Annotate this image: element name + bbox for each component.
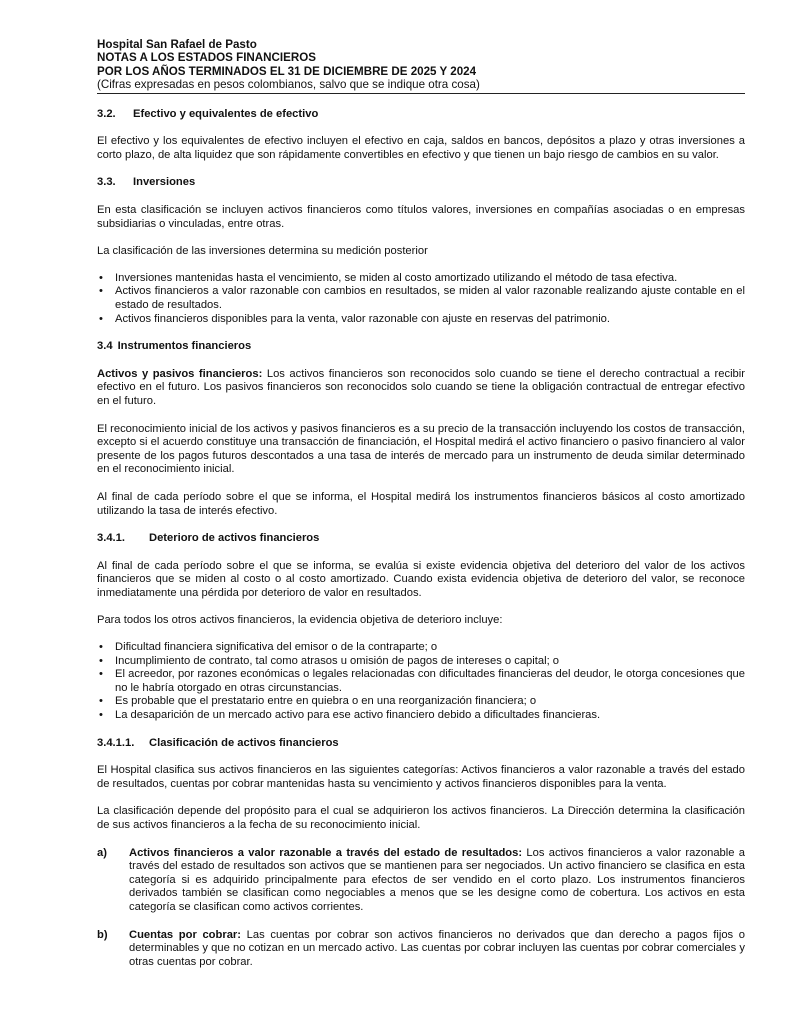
- item-text: Las cuentas por cobrar son activos financieros no derivados que dan derecho a pagos fijos o determinables y que no cotizan en un mercado activo. Las cuentas por cobrar incluyen las cuentas por cobrar comerciales y otras cuentas por cobrar.: [129, 928, 746, 968]
- section-3-4-1-paragraph-1: Al final de cada período sobre el que se informa, se evalúa si existe evidencia objetiva del deterioro del valor de los activos financieros que se miden al costo o al costo amortizado. Cuando exista evidencia objetiva de deterioro del valor, se reconoce inmediatamente una pérdida por deterioro de valor en resultados.: [97, 559, 745, 599]
- list-item: • El acreedor, por razones económicas o legales relacionadas con dificultades financieras del deudor, le otorga concesiones que no le habría otorgado en otras circunstancias.: [97, 668, 745, 695]
- document-header: [97, 38, 745, 94]
- section-3-4-paragraph-1: [97, 368, 745, 409]
- section-title: Efectivo y equivalentes de efectivo: [133, 107, 319, 120]
- investment-classification-list: [97, 272, 745, 326]
- list-item: • Inversiones mantenidas hasta el vencimiento, se miden al costo amortizado utilizando el método de tasa efectiva.: [97, 272, 745, 286]
- section-number: 3.3.: [97, 176, 116, 189]
- item-letter: a): [97, 846, 107, 859]
- section-3-2-heading: [97, 108, 745, 122]
- section-title: Instrumentos financieros: [117, 340, 252, 353]
- section-title: Clasificación de activos financieros: [149, 736, 339, 749]
- impairment-evidence-list: [97, 641, 745, 723]
- section-3-4-1-paragraph-2: Para todos los otros activos financieros, la evidencia objetiva de deterioro incluye:: [97, 614, 503, 627]
- category-item-a: [97, 847, 745, 915]
- item-body: [129, 929, 745, 970]
- list-item: • Es probable que el prestatario entre en quiebra o en una reorganización financiera; o: [97, 695, 745, 709]
- period-title: POR LOS AÑOS TERMINADOS EL 31 DE DICIEMBRE DE 2025 Y 2024: [97, 64, 477, 78]
- list-item: • Incumplimiento de contrato, tal como atrasos u omisión de pagos de intereses o capital; o: [97, 655, 745, 669]
- section-3-3-heading: [97, 176, 745, 190]
- section-number: 3.2.: [97, 107, 116, 120]
- list-item: • Activos financieros a valor razonable con cambios en resultados, se miden al valor razonable realizando ajuste contable en el estado de resultados.: [97, 285, 745, 312]
- section-number: 3.4.1.1.: [97, 736, 135, 749]
- currency-note: (Cifras expresadas en pesos colombianos, salvo que se indique otra cosa): [97, 78, 480, 92]
- section-3-4-heading: [97, 340, 745, 354]
- section-3-3-paragraph-2: La clasificación de las inversiones determina su medición posterior: [97, 245, 428, 258]
- section-title: Inversiones: [133, 176, 196, 189]
- section-3-4-1-1-heading: [97, 737, 745, 751]
- section-3-4-paragraph-2: El reconocimiento inicial de los activos y pasivos financieros es a su precio de la transacción incluyendo los costos de transacción, excepto si el acuerdo constituye una transacción de financiación, el Hospital medirá el activo financiero o pasivo financiero al valor presente de los pagos futuros descontados a una tasa de interés de mercado para un instrumento de deuda similar determinado en el reconocimiento inicial.: [97, 422, 745, 476]
- section-3-4-1-1-paragraph-2: La clasificación depende del propósito para el cual se adquirieron los activos financieros. La Dirección determina la clasificación de sus activos financieros a la fecha de su reconocimiento inicial.: [97, 805, 745, 831]
- hospital-name: Hospital San Rafael de Pasto: [97, 38, 257, 51]
- section-title: Deterioro de activos financieros: [149, 532, 320, 545]
- section-3-4-paragraph-3: Al final de cada período sobre el que se informa, el Hospital medirá los instrumentos financieros básicos al costo amortizado utilizando la tasa de interés efectivo.: [97, 490, 745, 517]
- category-item-b: [97, 929, 745, 970]
- section-3-2-paragraph: El efectivo y los equivalentes de efectivo incluyen el efectivo en caja, saldos en bancos, depósitos a plazo y otras inversiones a corto plazo, de alta liquidez que son rápidamente convertibles en efectivo y que tienen un bajo riesgo de cambios en su valor.: [97, 135, 745, 161]
- list-item: • Dificultad financiera significativa del emisor o de la contraparte; o: [97, 641, 745, 655]
- section-number: 3.4.1.: [97, 532, 125, 545]
- item-body: [129, 847, 745, 915]
- section-3-4-1-heading: [97, 532, 745, 546]
- list-item: • Activos financieros disponibles para la venta, valor razonable con ajuste en reservas del patrimonio.: [97, 313, 745, 327]
- section-number: 3.4: [97, 340, 113, 353]
- section-3-4-1-1-paragraph-1: El Hospital clasifica sus activos financieros en las siguientes categorías: Activos financieros a valor razonable a través del estado de resultados, cuentas por cobrar mantenidas hasta su vencimiento y activos financieros disponibles para la venta.: [97, 764, 745, 790]
- item-letter: b): [97, 928, 108, 941]
- item-lead: Activos financieros a valor razonable a través del estado de resultados:: [129, 846, 523, 859]
- header-divider: [97, 93, 745, 94]
- paragraph-lead: Activos y pasivos financieros:: [97, 367, 263, 380]
- item-lead: Cuentas por cobrar:: [129, 928, 242, 941]
- list-item: • La desaparición de un mercado activo para ese activo financiero debido a dificultades financieras.: [97, 709, 745, 723]
- paragraph-text: Los activos financieros son reconocidos solo cuando se tiene el derecho contractual a recibir efectivo en el futuro. Los pasivos financieros son reconocidos solo cuando se tiene la obligación contractual de entregar efectivo en el futuro.: [97, 367, 745, 407]
- document-page: [97, 38, 745, 969]
- section-3-3-paragraph-1: En esta clasificación se incluyen activos financieros como títulos valores, inversiones en compañías asociadas o en empresas subsidiarias o vinculadas, entre otras.: [97, 204, 745, 230]
- item-text: Los activos financieros a valor razonable a través del estado de resultados son activos que se mantienen para ser negociados. Un activo financiero se clasifica en esta categoría si es adquirido principalmente para efectos de ser vendido en el corto plazo. Los instrumentos financieros derivados también se clasifican como negociables a menos que se les designe como de cobertura. Los activos en esta categoría se clasifican como activos corrientes.: [129, 846, 746, 913]
- notes-title: NOTAS A LOS ESTADOS FINANCIEROS: [97, 51, 317, 65]
